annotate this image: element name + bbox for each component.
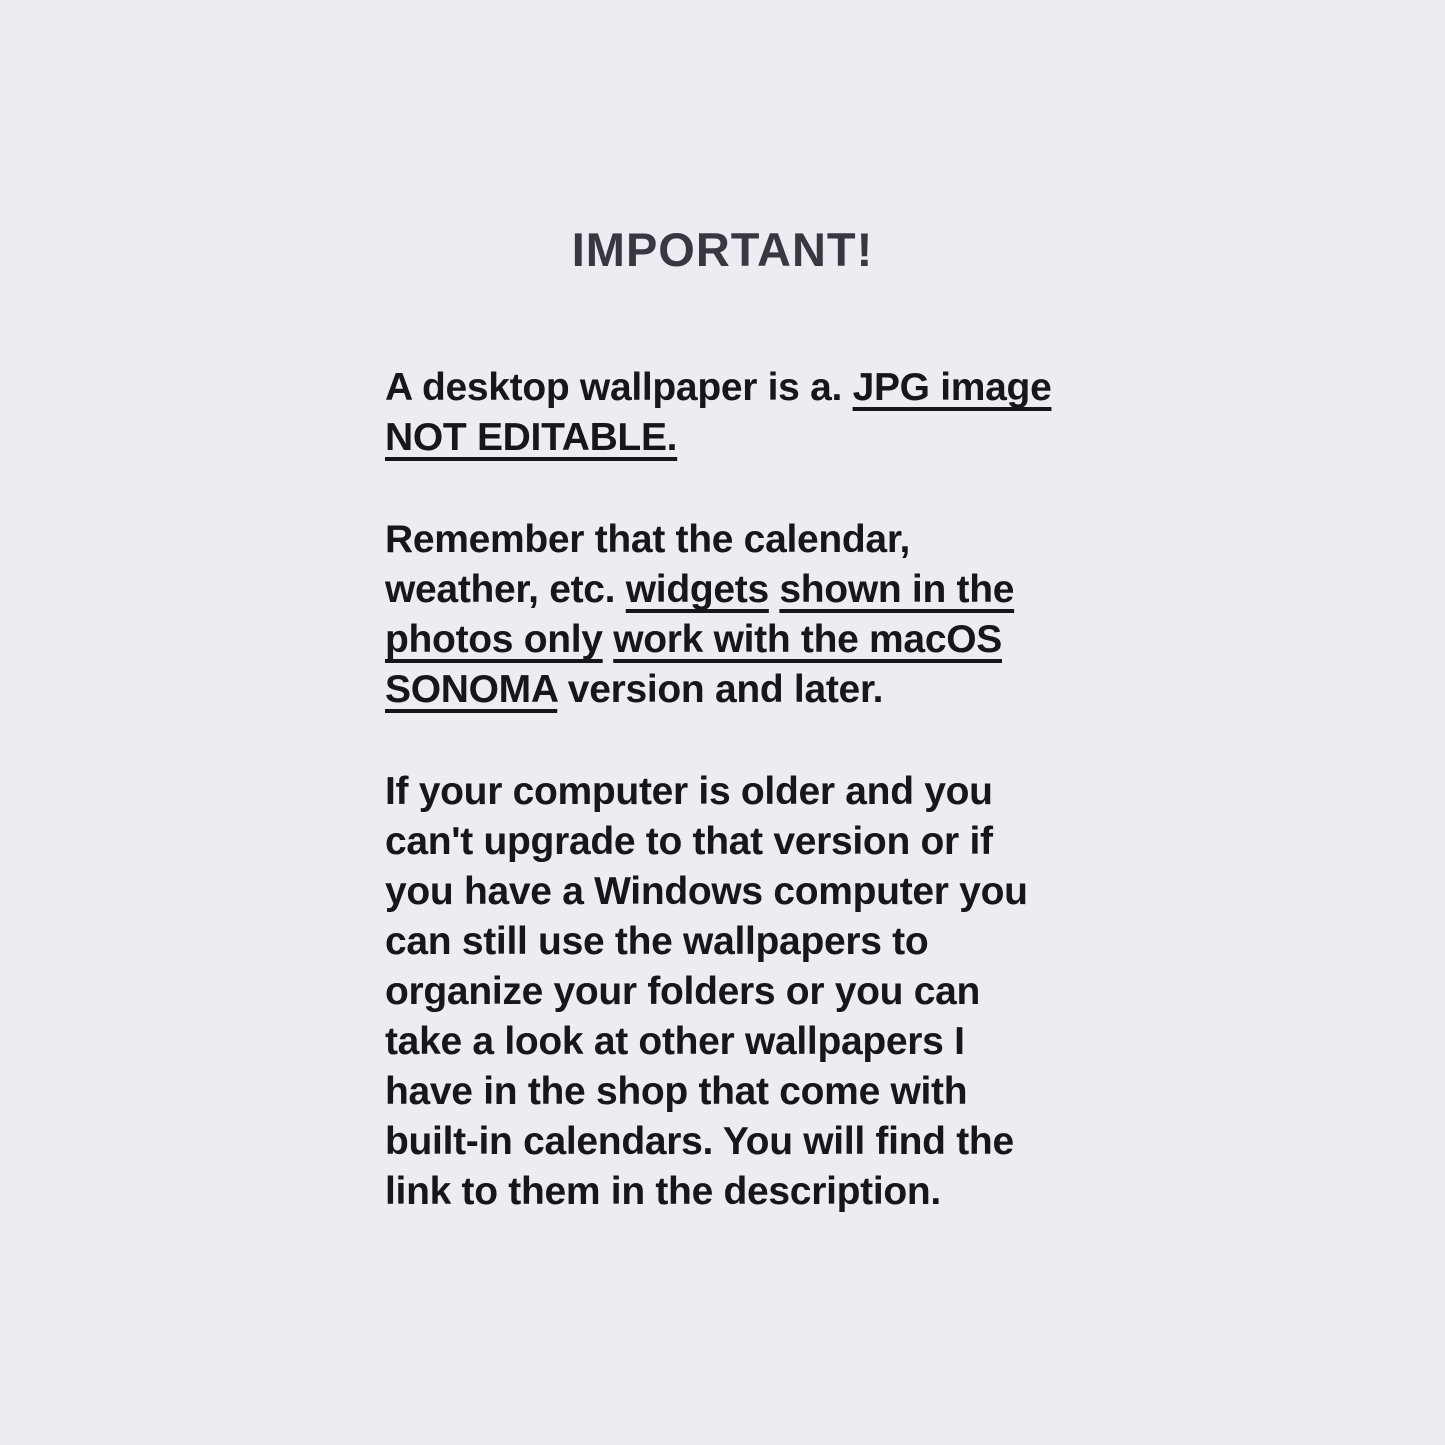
text-line bbox=[385, 363, 1405, 413]
page-title: IMPORTANT! bbox=[571, 223, 874, 276]
text-line bbox=[385, 665, 1405, 715]
text-line bbox=[385, 1167, 1405, 1217]
text-segment: you have a Windows computer you bbox=[385, 870, 1028, 913]
notice-paragraph bbox=[385, 767, 1405, 1217]
text-line bbox=[385, 867, 1405, 917]
text-segment bbox=[769, 568, 780, 611]
underlined-text: work with the macOS bbox=[613, 618, 1002, 661]
text-line bbox=[385, 413, 1405, 463]
text-line bbox=[385, 565, 1405, 615]
text-segment: Remember that the calendar, bbox=[385, 518, 911, 561]
text-segment: take a look at other wallpapers I bbox=[385, 1020, 965, 1063]
notice-paragraph bbox=[385, 363, 1405, 463]
text-segment: built-in calendars. You will find the bbox=[385, 1120, 1014, 1163]
text-segment: have in the shop that come with bbox=[385, 1070, 968, 1113]
text-line bbox=[385, 767, 1405, 817]
text-line bbox=[385, 515, 1405, 565]
text-line bbox=[385, 817, 1405, 867]
text-segment: organize your folders or you can bbox=[385, 970, 981, 1013]
text-segment: version and later. bbox=[557, 668, 884, 711]
text-segment: link to them in the description. bbox=[385, 1170, 941, 1213]
text-line bbox=[385, 615, 1405, 665]
text-line bbox=[385, 917, 1405, 967]
text-line bbox=[385, 967, 1405, 1017]
text-segment: If your computer is older and you bbox=[385, 770, 993, 813]
underlined-text: JPG image bbox=[852, 366, 1052, 409]
underlined-text: shown in the bbox=[779, 568, 1015, 611]
text-line bbox=[385, 1067, 1405, 1117]
underlined-text: photos only bbox=[385, 618, 603, 661]
text-segment: weather, etc. bbox=[385, 568, 626, 611]
text-line bbox=[385, 1017, 1405, 1067]
text-segment bbox=[603, 618, 614, 661]
text-segment: can still use the wallpapers to bbox=[385, 920, 929, 963]
text-line bbox=[385, 1117, 1405, 1167]
notice-body bbox=[385, 363, 1405, 1217]
underlined-text: widgets bbox=[625, 568, 769, 611]
underlined-text: SONOMA bbox=[385, 668, 558, 711]
text-segment: A desktop wallpaper is a. bbox=[385, 366, 853, 409]
text-segment: can't upgrade to that version or if bbox=[385, 820, 993, 863]
underlined-text: NOT EDITABLE. bbox=[385, 416, 678, 459]
notice-paragraph bbox=[385, 515, 1405, 715]
